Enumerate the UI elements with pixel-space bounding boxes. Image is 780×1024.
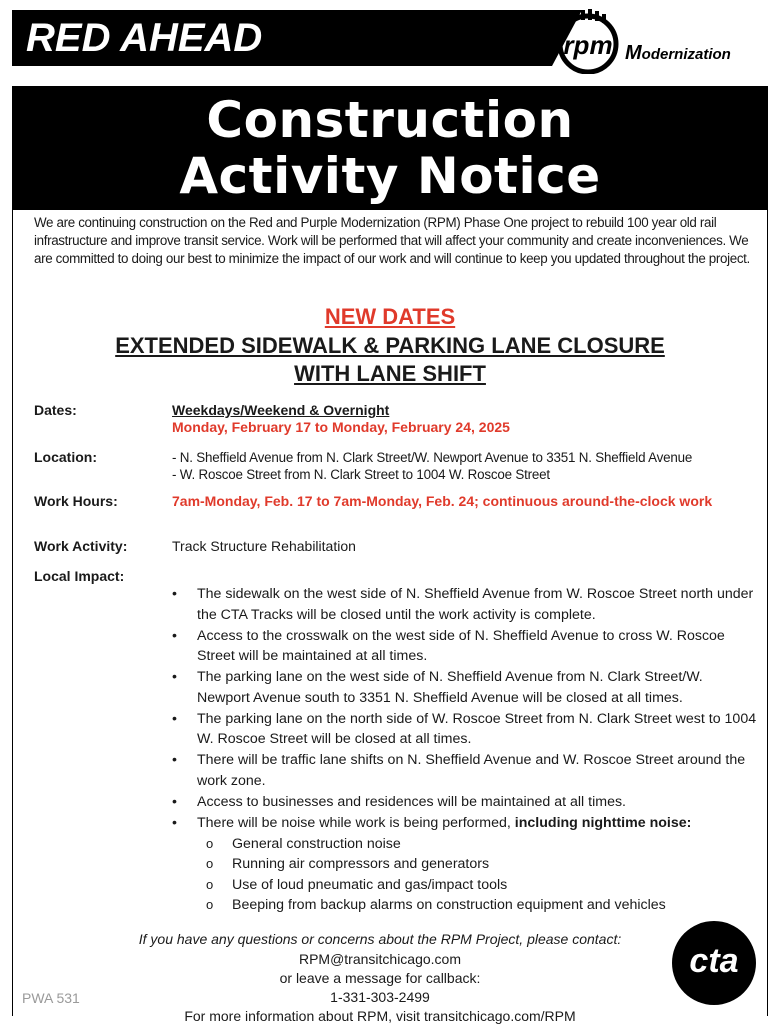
notice-code: PWA 531 <box>22 990 80 1006</box>
dates-schedule: Weekdays/Weekend & Overnight <box>172 402 390 418</box>
bullet-icon: • <box>172 793 177 810</box>
bullet-icon: • <box>172 669 177 685</box>
title-line-2: Activity Notice <box>179 147 601 205</box>
bullet-icon: • <box>172 814 177 831</box>
red-ahead-logo: RED AHEAD <box>26 16 263 60</box>
rpm-modernization-logo <box>555 8 770 74</box>
local-impact-list <box>172 584 757 916</box>
hollow-bullet-icon: o <box>206 876 214 892</box>
rpm-mark-icon <box>555 8 621 74</box>
noise-sub-item: o Use of loud pneumatic and gas/impact tools <box>172 875 757 896</box>
closure-heading-line-1: EXTENDED SIDEWALK & PARKING LANE CLOSURE <box>115 333 665 358</box>
dates-value <box>172 402 757 436</box>
list-item: • The parking lane on the north side of W. Roscoe Street from N. Clark Street west to 1004 W. Roscoe Street will be closed at all times. <box>172 710 757 747</box>
new-dates-heading: NEW DATES <box>324 304 456 329</box>
intro-paragraph: We are continuing construction on the Red and Purple Modernization (RPM) Phase One project to rebuild 100 year old rail infrastructure and improve transit service. Work will be performed that will affect your community and create inconveniences. We are committed to doing our best to minimize the impact of our work and will continue to keep you updated throughout the project. <box>34 215 750 266</box>
bullet-icon: • <box>172 627 177 644</box>
bullet-icon: • <box>172 752 177 768</box>
noise-sub-item: o Running air compressors and generators <box>172 854 757 875</box>
list-item: • There will be traffic lane shifts on N. Sheffield Avenue and W. Roscoe Street around the work zone. <box>172 752 746 789</box>
callback-text: or leave a message for callback: <box>279 970 481 986</box>
cta-logo <box>672 921 756 1005</box>
title-line-1: Construction <box>206 91 574 149</box>
noise-item: • There will be noise while work is being performed, including nighttime noise: <box>172 813 757 834</box>
hollow-bullet-icon: o <box>206 856 214 871</box>
work-activity-value: Track Structure Rehabilitation <box>172 538 356 554</box>
noise-sub-item: o General construction noise <box>172 834 757 855</box>
work-hours-value: 7am-Monday, Feb. 17 to 7am-Monday, Feb. 24; continuous around-the-clock work <box>172 493 713 509</box>
cta-logo-text: cta <box>689 942 739 980</box>
location-value <box>172 449 757 483</box>
work-activity-label: Work Activity: <box>34 538 128 554</box>
bullet-icon: • <box>172 586 177 602</box>
bullet-icon: • <box>172 710 177 727</box>
local-impact-label: Local Impact: <box>34 568 125 584</box>
noise-sub-item: o Beeping from backup alarms on construction equipment and vehicles <box>172 895 757 916</box>
dates-label: Dates: <box>34 402 77 418</box>
contact-email[interactable]: RPM@transitchicago.com <box>298 951 462 967</box>
location-label: Location: <box>34 449 97 465</box>
more-info-link[interactable]: For more information about RPM, visit transitchicago.com/RPM <box>184 1008 576 1024</box>
contact-prompt: If you have any questions or concerns about the RPM Project, please contact: <box>138 931 622 947</box>
dates-range: Monday, February 17 to Monday, February 24, 2025 <box>172 419 510 435</box>
location-line-2: - W. Roscoe Street from N. Clark Street to 1004 W. Roscoe Street <box>172 467 550 482</box>
hollow-bullet-icon: o <box>206 835 214 851</box>
hollow-bullet-icon: o <box>206 897 214 912</box>
contact-phone[interactable]: 1-331-303-2499 <box>330 989 430 1005</box>
location-line-1: - N. Sheffield Avenue from N. Clark Street/W. Newport Avenue to 3351 N. Sheffield Avenue <box>172 450 693 465</box>
red-ahead-banner <box>12 10 552 66</box>
list-item: • The sidewalk on the west side of N. Sheffield Avenue from W. Roscoe Street north under the CTA Tracks will be closed until the work activity is complete. <box>172 586 754 623</box>
work-hours-label: Work Hours: <box>34 493 118 509</box>
list-item: • Access to businesses and residences will be maintained at all times. <box>172 792 757 813</box>
list-item: • The parking lane on the west side of N. Sheffield Avenue from N. Clark Street/W. Newport Avenue south to 3351 N. Sheffield Avenue will be closed at all times. <box>172 669 703 706</box>
modernization-wordmark: Modernization <box>625 42 731 64</box>
rpm-letters: rpm <box>563 30 613 60</box>
closure-heading-line-2: WITH LANE SHIFT <box>294 361 486 386</box>
list-item: • Access to the crosswalk on the west side of N. Sheffield Avenue to cross W. Roscoe Street will be maintained at all times. <box>172 627 725 664</box>
notice-title-block <box>12 86 768 210</box>
